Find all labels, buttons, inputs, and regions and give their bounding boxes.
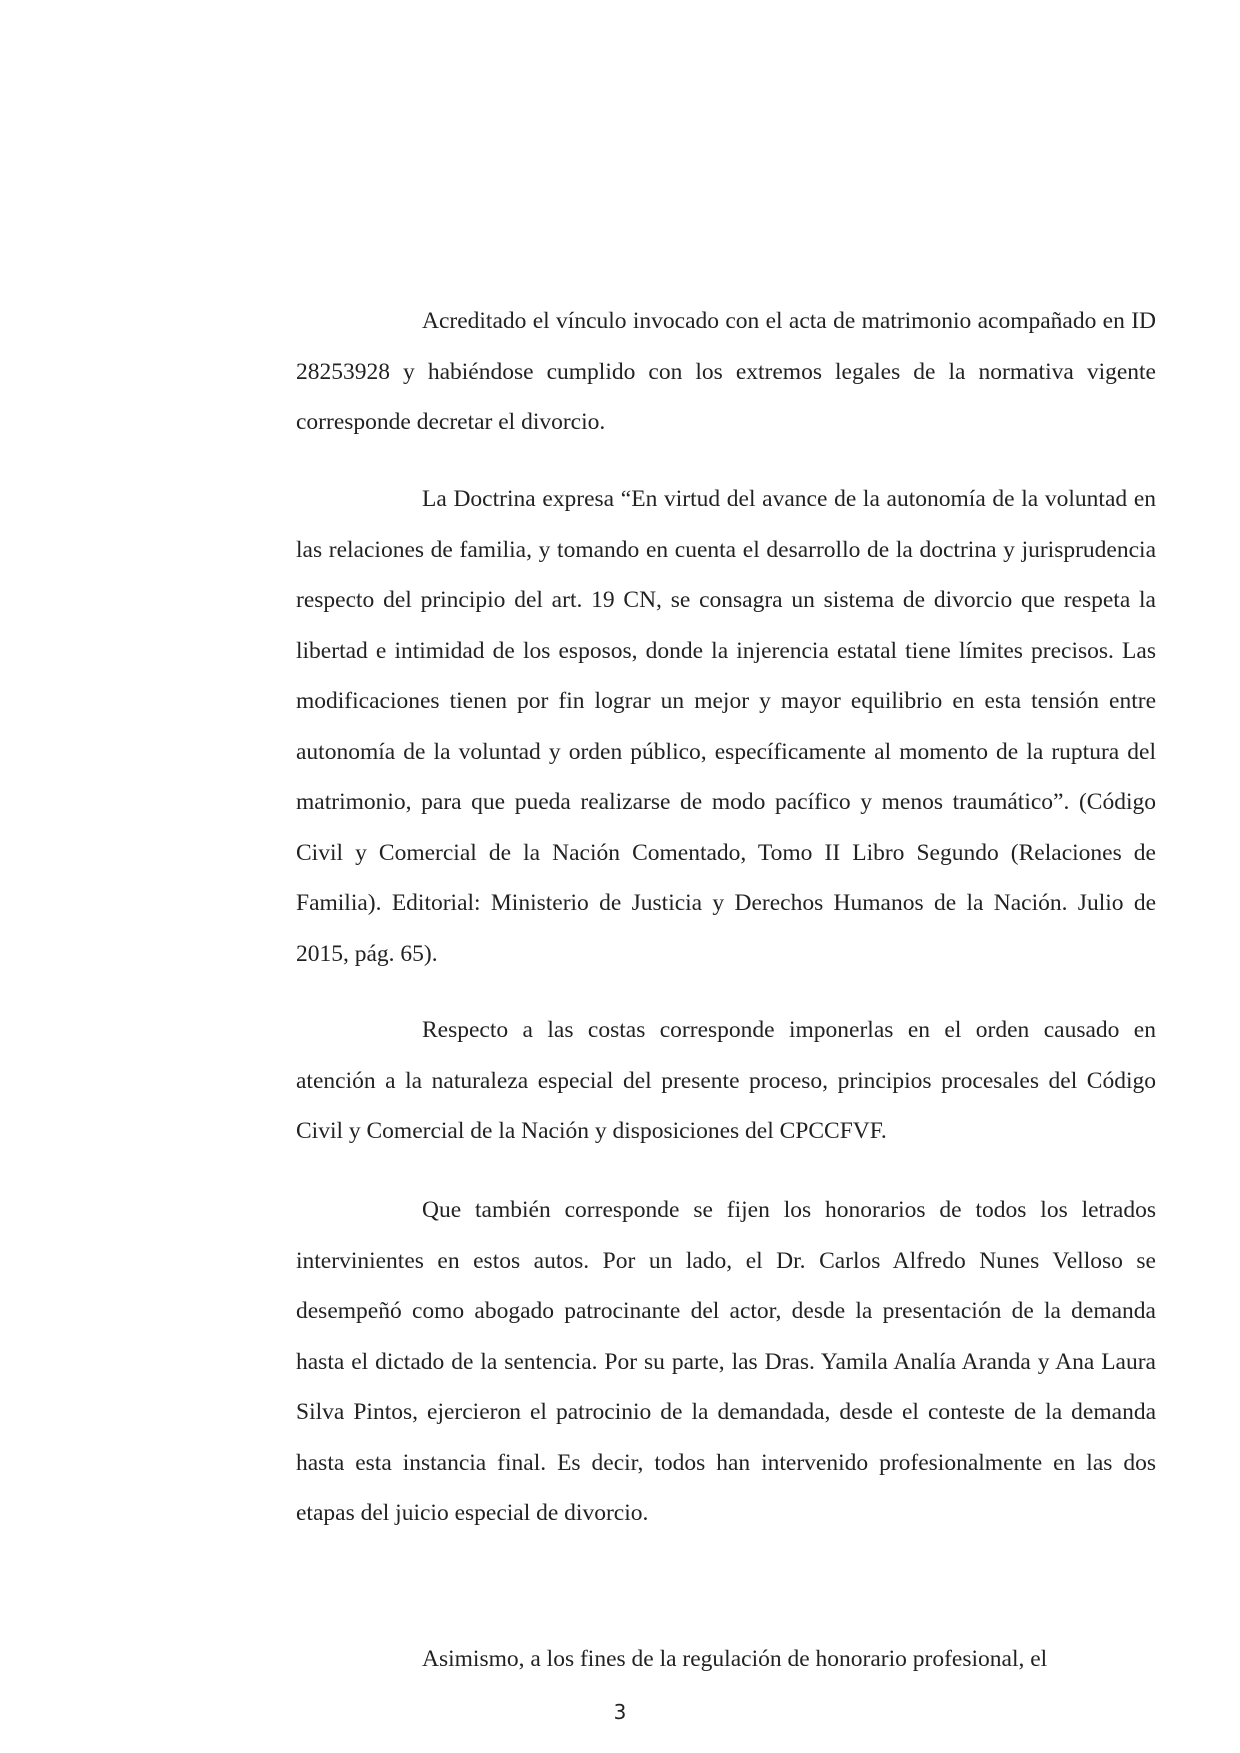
page-number: 3 — [613, 1700, 627, 1724]
paragraph-text: Acreditado el vínculo invocado con el acta de matrimonio acompañado en ID 28253928 y habiéndose cumplido con los extremos legales de la normativa vigente corresponde decretar el divorcio. — [296, 308, 1156, 435]
paragraph-asimismo — [296, 1634, 1156, 1685]
paragraph-vinculo — [296, 296, 1156, 448]
paragraph-text: Respecto a las costas corresponde imponerlas en el orden causado en atención a la naturaleza especial del presente proceso, principios procesales del Código Civil y Comercial de la Nación y disposiciones del CPCCFVF. — [296, 1017, 1156, 1144]
paragraph-costas — [296, 1005, 1156, 1157]
paragraph-text: La Doctrina expresa “En virtud del avance de la autonomía de la voluntad en las relaciones de familia, y tomando en cuenta el desarrollo de la doctrina y jurisprudencia respecto del principio del art. 19 CN, se consagra un sistema de divorcio que respeta la libertad e intimidad de los esposos, donde la injerencia estatal tiene límites precisos. Las modificaciones tienen por fin lograr un mejor y mayor equilibrio en esta tensión entre autonomía de la voluntad y orden público, específicamente al momento de la ruptura del matrimonio, para que pueda realizarse de modo pacífico y menos traumático”. (Código Civil y Comercial de la Nación Comentado, Tomo II Libro Segundo (Relaciones de Familia). Editorial: Ministerio de Justicia y Derechos Humanos de la Nación. Julio de 2015, pág. 65). — [296, 486, 1156, 967]
paragraph-doctrina — [296, 474, 1156, 979]
paragraph-text: Asimismo, a los fines de la regulación de honorario profesional, el — [422, 1646, 1048, 1672]
paragraph-honorarios — [296, 1185, 1156, 1539]
paragraph-text: Que también corresponde se fijen los honorarios de todos los letrados intervinientes en estos autos. Por un lado, el Dr. Carlos Alfredo Nunes Velloso se desempeñó como abogado patrocinante del actor, desde la presentación de la demanda hasta el dictado de la sentencia. Por su parte, las Dras. Yamila Analía Aranda y Ana Laura Silva Pintos, ejercieron el patrocinio de la demandada, desde el conteste de la demanda hasta esta instancia final. Es decir, todos han intervenido profesionalmente en las dos etapas del juicio especial de divorcio. — [296, 1197, 1156, 1526]
